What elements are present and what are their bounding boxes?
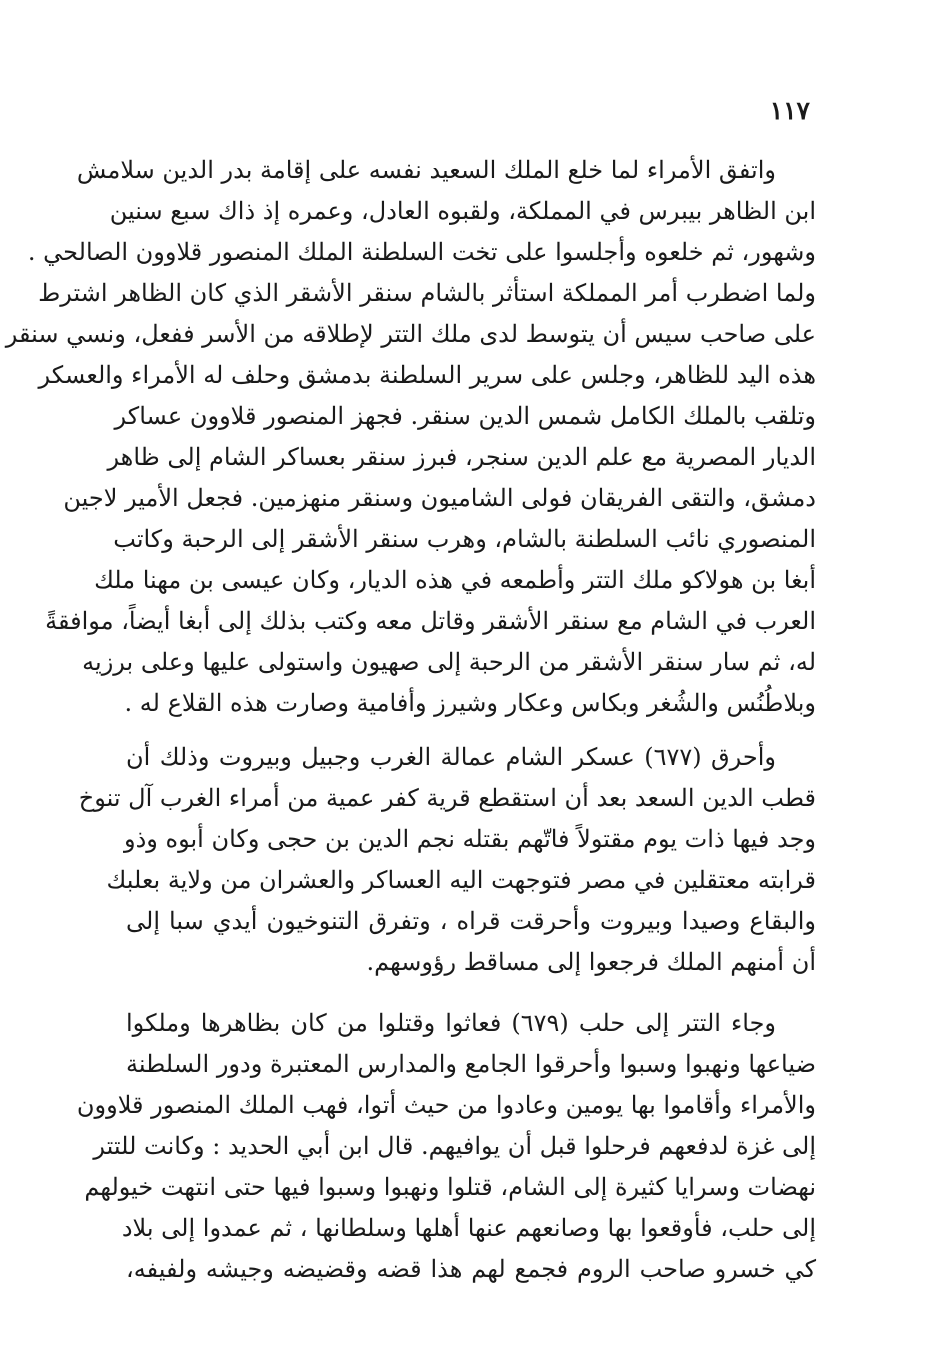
text-line: ولما اضطرب أمر المملكة استأثر بالشام سنقر الأشقر الذي كان الظاهر اشترط xyxy=(38,279,816,307)
text-line: ابن الظاهر بيبرس في المملكة، ولقبوه العادل، وعمره إذ ذاك سبع سنين xyxy=(109,197,816,225)
text-line: وبلاطُنُس والشُغر وبكاس وعكار وشيرز وأفامية وصارت هذه القلاع له . xyxy=(124,689,816,717)
text-line: قرابته معتقلين في مصر فتوجهت اليه العساكر والعشران من ولاية بعلبك xyxy=(106,866,816,894)
text-line: المنصوري نائب السلطنة بالشام، وهرب سنقر الأشقر إلى الرحبة وكاتب xyxy=(113,525,816,553)
text-line: الديار المصرية مع علم الدين سنجر، فبرز سنقر بعساكر الشام إلى ظاهر xyxy=(107,443,816,471)
text-line: كي خسرو صاحب الروم فجمع لهم هذا قضه وقضيضه وجيشه ولفيفه، xyxy=(126,1255,816,1283)
text-line: إلى غزة لدفعهم فرحلوا قبل أن يوافيهم. قال ابن أبي الحديد : وكانت للتتر xyxy=(93,1132,816,1160)
text-line: والأمراء وأقاموا بها يومين وعادوا من حيث أتوا، فهب الملك المنصور قلاوون xyxy=(76,1091,816,1119)
text-line: والبقاع وصيدا وبيروت وأحرقت قراه ، وتفرق التنوخيون أيدي سبا إلى xyxy=(126,907,816,935)
text-line: العرب في الشام مع سنقر الأشقر وقاتل معه وكتب بذلك إلى أبغا أيضاً، موافقةً xyxy=(45,607,816,635)
text-line: نهضات وسرايا كثيرة إلى الشام، قتلوا ونهبوا وسبوا فيها حتى انتهت خيولهم xyxy=(84,1173,816,1201)
text-line: إلى حلب، فأوقعوا بها وصانعهم عنها أهلها وسلطانها ، ثم عمدوا إلى بلاد xyxy=(121,1214,816,1242)
text-line: دمشق، والتقى الفريقان فولى الشاميون وسنقر منهزمين. فجعل الأمير لاجين xyxy=(63,484,816,512)
text-line: وجد فيها ذات يوم مقتولاً فاتّهم بقتله نجم الدين بن حجى وكان أبوه وذو xyxy=(124,825,816,853)
text-line: هذه اليد للظاهر، وجلس على سرير السلطنة بدمشق وحلف له الأمراء والعسكر xyxy=(38,361,816,389)
text-line: له، ثم سار سنقر الأشقر من الرحبة إلى صهيون واستولى عليها وعلى برزيه xyxy=(82,648,816,676)
text-line: على صاحب سيس أن يتوسط لدى ملك التتر لإطلاقه من الأسر ففعل، ونسي سنقر xyxy=(5,320,816,348)
paragraph-3 xyxy=(76,1003,816,1290)
paragraph-1 xyxy=(5,150,816,724)
paragraph-spacer xyxy=(126,983,816,1003)
paragraph-spacer xyxy=(126,724,816,737)
text-line: وأحرق (٦٧٧) عسكر الشام عمالة الغرب وجبيل وبيروت وذلك أن xyxy=(126,743,776,771)
text-line: ضياعها ونهبوا وسبوا وأحرقوا الجامع والمدارس المعتبرة ودور السلطنة xyxy=(126,1050,816,1078)
page-number: ١١٧ xyxy=(769,96,810,125)
text-line: أن أمنهم الملك فرجعوا إلى مساقط رؤوسهم. xyxy=(366,948,816,976)
text-line: قطب الدين السعد بعد أن استقطع قرية كفر عمية من أمراء الغرب آل تنوخ xyxy=(78,784,816,812)
text-line: وشهور، ثم خلعوه وأجلسوا على تخت السلطنة الملك المنصور قلاوون الصالحي . xyxy=(27,238,816,266)
text-line: واتفق الأمراء لما خلع الملك السعيد نفسه على إقامة بدر الدين سلامش xyxy=(76,156,776,184)
text-line: وتلقب بالملك الكامل شمس الدين سنقر. فجهز المنصور قلاوون عساكر xyxy=(114,402,816,430)
paragraph-2 xyxy=(78,737,816,983)
body-text xyxy=(5,150,816,1290)
text-line: وجاء التتر إلى حلب (٦٧٩) فعاثوا وقتلوا من كان بظاهرها وملكوا xyxy=(126,1009,776,1037)
text-line: أبغا بن هولاكو ملك التتر وأطمعه في هذه الديار، وكان عيسى بن مهنا ملك xyxy=(94,566,816,594)
